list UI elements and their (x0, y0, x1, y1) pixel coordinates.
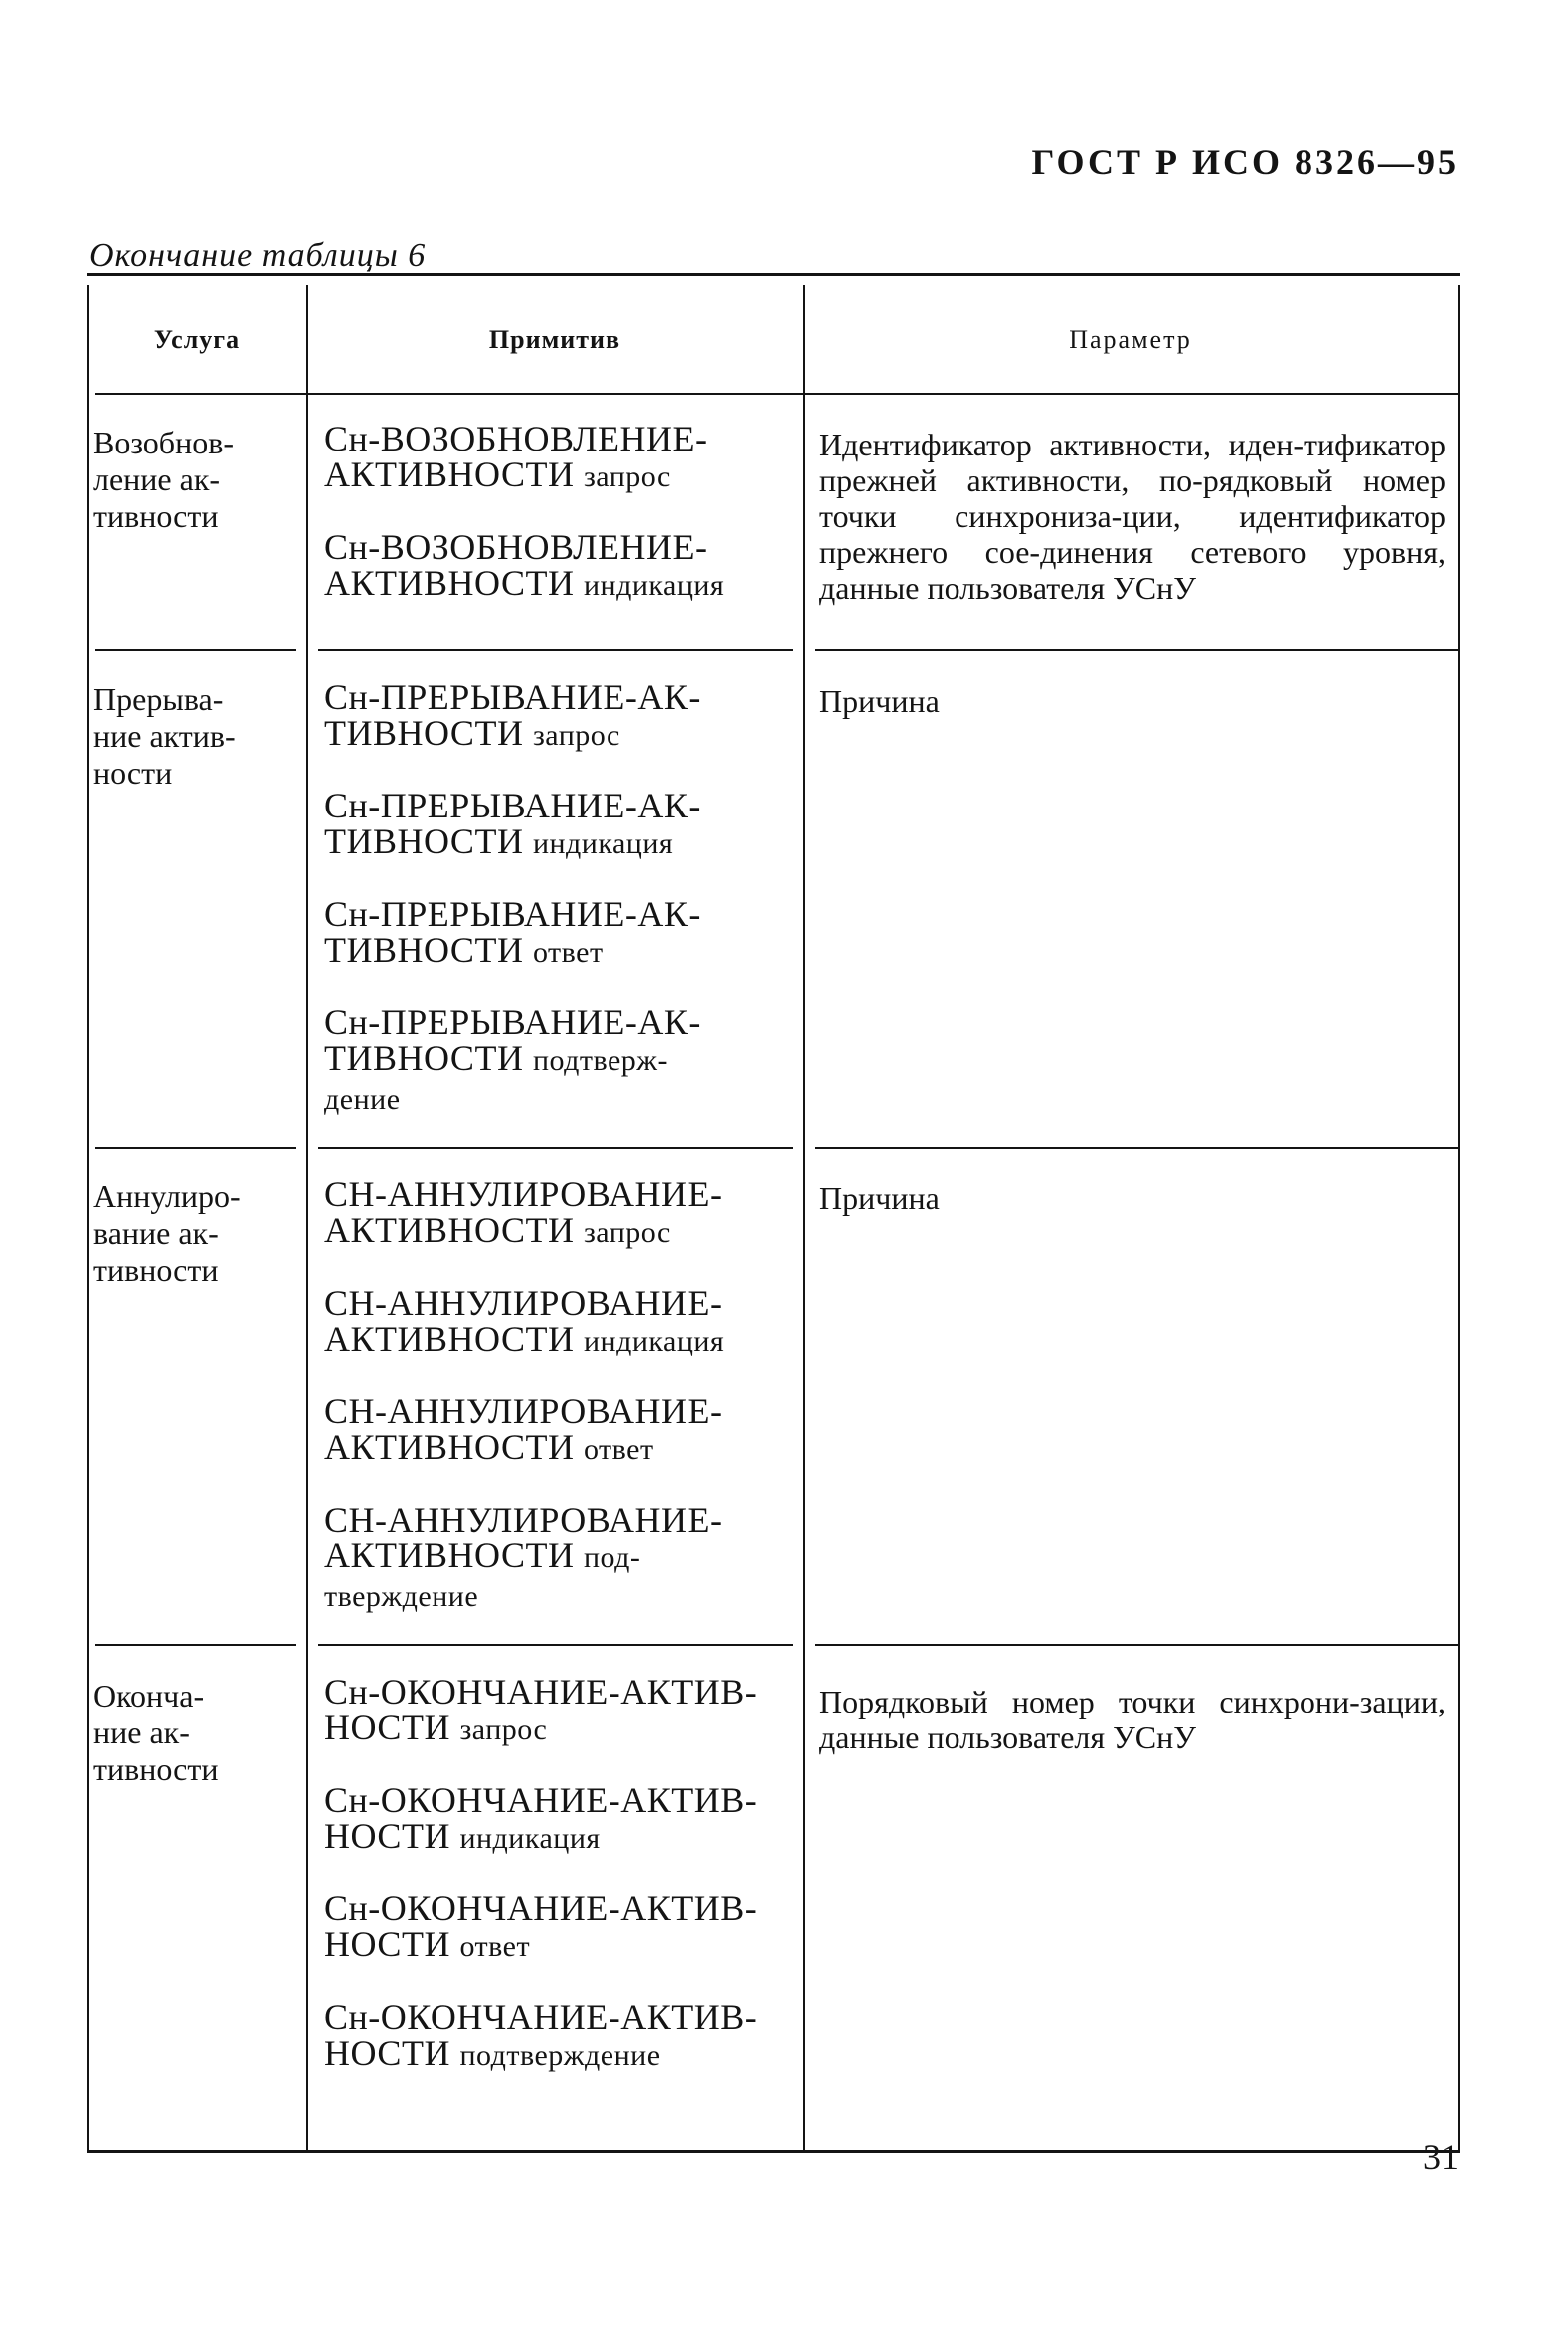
primitive-entry (324, 421, 791, 495)
table-caption: Окончание таблицы 6 (89, 237, 427, 273)
primitive-name: Сн-ВОЗОБНОВЛЕНИЕ- АКТИВНОСТИ (324, 419, 708, 494)
primitive-modifier: индикация (583, 569, 725, 602)
service-cell: Возобнов- ление ак- тивности (93, 425, 234, 534)
service-cell: Аннулиро- вание ак- тивности (93, 1178, 241, 1288)
parameter-cell: Причина (819, 683, 940, 719)
primitive-modifier: под- тверждение (324, 1541, 641, 1613)
primitive-entry (324, 529, 791, 604)
row-separator (815, 1147, 1458, 1149)
primitives-table (87, 273, 1460, 2153)
primitive-entry (324, 1004, 791, 1118)
table-top-rule (87, 273, 1460, 276)
primitive-modifier: запрос (532, 719, 620, 752)
primitive-modifier: индикация (583, 1325, 725, 1357)
primitive-modifier: ответ (459, 1930, 531, 1963)
primitive-name: Сн-ПРЕРЫВАНИЕ-АК- ТИВНОСТИ (324, 786, 701, 861)
primitive-entry (324, 1674, 791, 1748)
primitive-name: Сн-ОКОНЧАНИЕ-АКТИВ- НОСТИ (324, 1889, 758, 1964)
primitive-name: СН-АННУЛИРОВАНИЕ- АКТИВНОСТИ (324, 1391, 723, 1467)
primitive-name: Сн-ПРЕРЫВАНИЕ-АК- ТИВНОСТИ (324, 894, 701, 970)
primitive-name: Сн-ОКОНЧАНИЕ-АКТИВ- НОСТИ (324, 1780, 758, 1856)
primitive-modifier: индикация (532, 827, 674, 860)
row-separator (815, 1644, 1458, 1646)
header-separator (95, 393, 1458, 395)
service-cell: Прерыва- ние актив- ности (93, 681, 236, 791)
primitive-modifier: запрос (459, 1713, 548, 1746)
primitive-modifier: индикация (459, 1822, 601, 1855)
primitive-entry (324, 788, 791, 862)
primitive-name: СН-АННУЛИРОВАНИЕ- АКТИВНОСТИ (324, 1500, 723, 1575)
primitive-entry (324, 1393, 791, 1468)
primitive-modifier: ответ (583, 1433, 654, 1466)
row-separator (95, 1147, 296, 1149)
page-number: 31 (1423, 2137, 1459, 2177)
column-header-parameter: Параметр (1069, 325, 1192, 354)
row-separator (95, 649, 296, 651)
table-bottom-rule (87, 2150, 1460, 2153)
row-separator (95, 1644, 296, 1646)
column-divider (803, 285, 805, 2153)
parameter-cell: Причина (819, 1180, 940, 1216)
primitive-entry (324, 679, 791, 754)
parameter-cell: Порядковый номер точки синхрони-зации, данные пользователя УСнУ (819, 1684, 1446, 1755)
primitive-name: СН-АННУЛИРОВАНИЕ- АКТИВНОСТИ (324, 1283, 723, 1358)
primitive-entry (324, 1285, 791, 1359)
primitive-cell (324, 1674, 791, 2107)
column-header-primitive: Примитив (488, 325, 621, 354)
primitive-cell (324, 679, 791, 1152)
primitive-name: Сн-ВОЗОБНОВЛЕНИЕ- АКТИВНОСТИ (324, 527, 708, 603)
primitive-entry (324, 1891, 791, 1965)
primitive-name: Сн-ПРЕРЫВАНИЕ-АК- ТИВНОСТИ (324, 1002, 701, 1078)
column-divider (306, 285, 308, 2153)
primitive-name: СН-АННУЛИРОВАНИЕ- АКТИВНОСТИ (324, 1174, 723, 1250)
primitive-entry (324, 1176, 791, 1251)
column-header-service: Услуга (153, 325, 241, 354)
primitive-entry (324, 1782, 791, 1857)
page-header: ГОСТ Р ИСО 8326—95 (1031, 142, 1459, 182)
primitive-cell (324, 421, 791, 637)
primitive-name: Сн-ОКОНЧАНИЕ-АКТИВ- НОСТИ (324, 1672, 758, 1747)
table-right-border (1458, 285, 1460, 2153)
parameter-cell: Идентификатор активности, иден-тификатор прежней активности, по-рядковый номер точки синхрониза-ции, идентификатор прежнего сое-динения сетевого уровня, данные пользователя УСнУ (819, 427, 1446, 606)
primitive-cell (324, 1176, 791, 1649)
primitive-modifier: запрос (583, 460, 671, 493)
row-separator (318, 649, 793, 651)
primitive-modifier: ответ (532, 936, 604, 969)
primitive-entry (324, 1502, 791, 1615)
primitive-name: Сн-ОКОНЧАНИЕ-АКТИВ- НОСТИ (324, 1997, 758, 2073)
primitive-name: Сн-ПРЕРЫВАНИЕ-АК- ТИВНОСТИ (324, 677, 701, 753)
service-cell: Оконча- ние ак- тивности (93, 1678, 219, 1787)
primitive-modifier: подтверждение (459, 2039, 661, 2072)
primitive-entry (324, 1999, 791, 2074)
primitive-modifier: подтверж- дение (324, 1044, 669, 1116)
primitive-entry (324, 896, 791, 971)
row-separator (815, 649, 1458, 651)
table-left-border (87, 285, 89, 2153)
primitive-modifier: запрос (583, 1216, 671, 1249)
